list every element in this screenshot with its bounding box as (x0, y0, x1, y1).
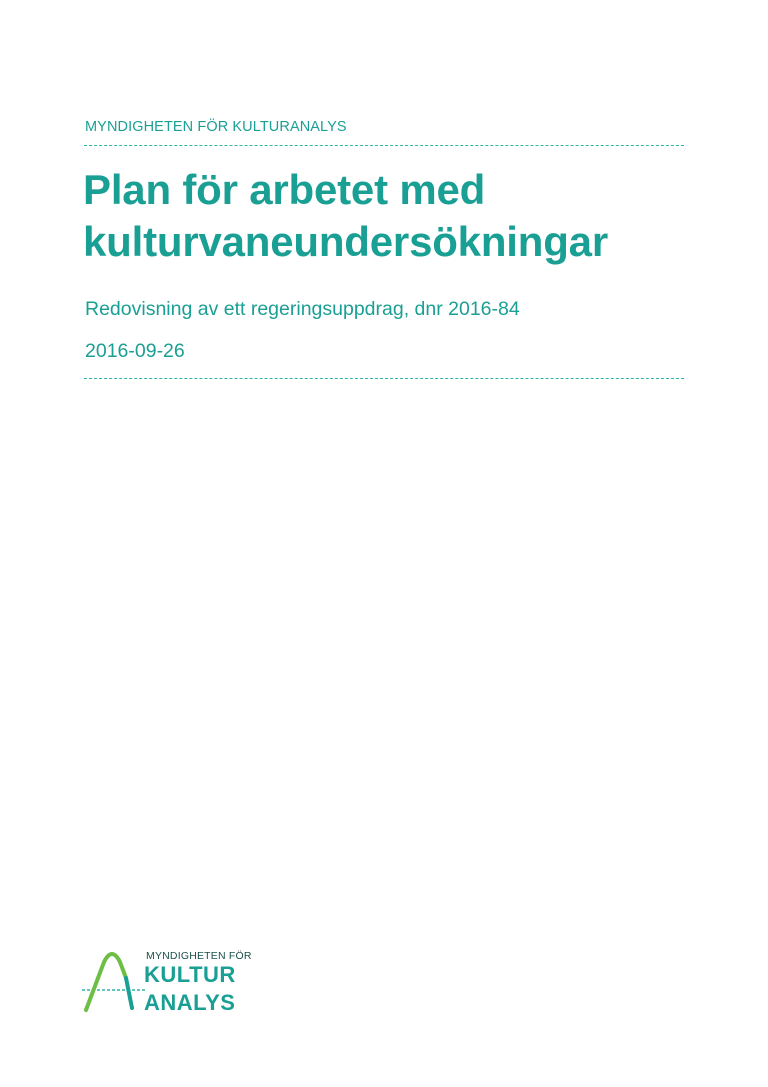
kulturanalys-logo-icon (82, 948, 152, 1018)
logo-small-text: MYNDIGHETEN FÖR (146, 950, 252, 962)
top-dashed-divider (84, 145, 684, 146)
document-date: 2016-09-26 (85, 340, 185, 362)
org-name: MYNDIGHETEN FÖR KULTURANALYS (85, 119, 347, 135)
document-subtitle: Redovisning av ett regeringsuppdrag, dnr 2016-84 (85, 298, 520, 320)
document-title (83, 164, 608, 268)
organization-logo (82, 948, 257, 1018)
title-line-2: kulturvaneundersökningar (83, 218, 608, 265)
logo-word-kultur: KULTUR (144, 962, 236, 987)
logo-word-analys: ANALYS (144, 990, 236, 1015)
bottom-dashed-divider (84, 378, 684, 379)
title-line-1: Plan för arbetet med (83, 166, 486, 213)
